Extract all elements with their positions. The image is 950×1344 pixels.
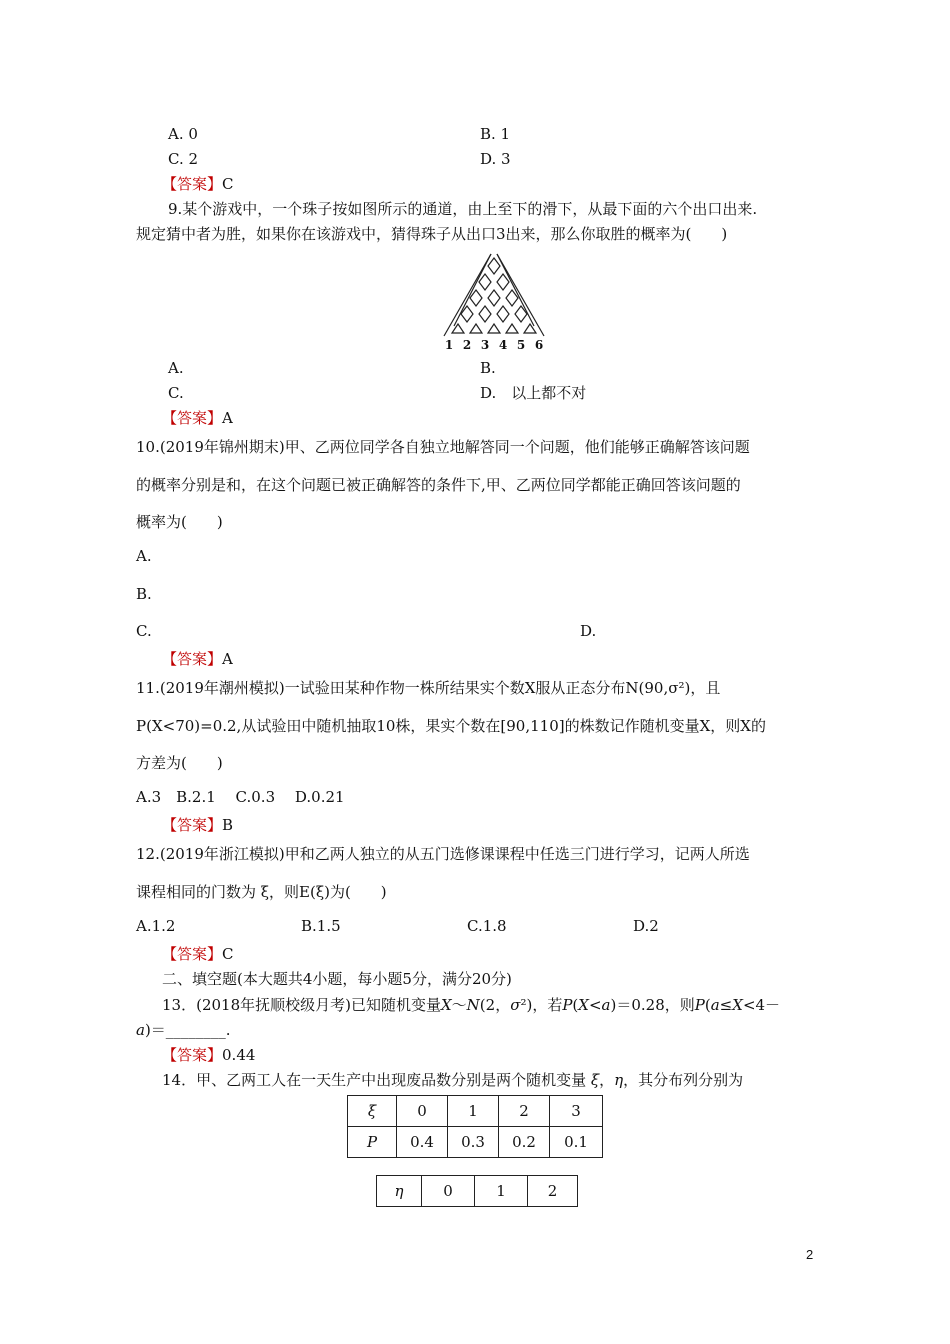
q13-var: X <box>732 996 743 1014</box>
diamond <box>488 290 500 306</box>
answer-tag: 【答案】 <box>162 650 223 668</box>
table-cell: 0.1 <box>550 1127 603 1158</box>
diamond-row-2 <box>479 274 509 290</box>
q14-var: ξ <box>590 1071 600 1089</box>
q12-option-c: C.1.8 <box>467 917 507 935</box>
q13-var: a <box>601 996 611 1014</box>
q13-text: )＝________. <box>144 1021 231 1039</box>
answer-value: 0.44 <box>222 1046 256 1064</box>
q9-option-d: D. 以上都不对 <box>480 384 587 402</box>
q10-option-a: A. <box>136 547 152 565</box>
distribution-table-eta <box>376 1175 578 1207</box>
table-row <box>348 1127 603 1158</box>
q11-stem-line2: P(X<70)=0.2,从试验田中随机抽取10株，果实个数在[90,110]的株数记作随机变量X，则X的 <box>136 717 766 735</box>
channel-right-wall <box>497 254 544 336</box>
table-cell: 3 <box>550 1096 603 1127</box>
q13-var: X <box>578 996 589 1014</box>
q9-stem-line1: 9.某个游戏中，一个珠子按如图所示的通道，由上至下的滑下，从最下面的六个出口出来. <box>168 200 758 218</box>
q12-stem-line1: 12.(2019年浙江模拟)甲和乙两人独立的从五门选修课课程中任选三门进行学习，记两人所选 <box>136 845 750 863</box>
q11-answer <box>162 815 233 835</box>
exit-label-3: 3 <box>480 338 490 352</box>
diamond-row-3 <box>470 290 518 306</box>
triangle <box>470 324 482 333</box>
q8-option-a: A. 0 <box>168 125 198 143</box>
answer-tag: 【答案】 <box>162 175 223 193</box>
table-cell: η <box>377 1176 422 1207</box>
q13-stem-line2 <box>136 1020 231 1040</box>
table-cell: 0 <box>397 1096 448 1127</box>
diamond <box>488 258 500 274</box>
q13-text: 13．(2018年抚顺校级月考)已知随机变量 <box>162 996 441 1014</box>
q14-text: ， <box>599 1071 615 1089</box>
q13-var: N <box>466 996 480 1014</box>
q13-var: P <box>562 996 573 1014</box>
q10-option-d: D. <box>580 622 597 640</box>
distribution-table-xi <box>347 1095 603 1158</box>
exit-label-4: 4 <box>498 338 508 352</box>
page-number: 2 <box>806 1247 814 1262</box>
q10-stem-line3: 概率为( ) <box>136 513 223 531</box>
q12-answer <box>162 944 234 964</box>
diamond <box>497 274 509 290</box>
table-cell: 0 <box>422 1176 475 1207</box>
q10-option-b: B. <box>136 585 152 603</box>
answer-value: B <box>222 816 234 834</box>
q13-text: < <box>588 996 602 1014</box>
table-row <box>348 1096 603 1127</box>
q9-stem-line2: 规定猜中者为胜，如果你在该游戏中，猜得珠子从出口3出来，那么你取胜的概率为( ) <box>136 225 728 243</box>
q13-text: <4－ <box>742 996 781 1014</box>
q9-answer <box>162 408 233 428</box>
exit-label-5: 5 <box>516 338 526 352</box>
q10-answer <box>162 649 233 669</box>
answer-value: A <box>222 409 233 427</box>
q8-option-c: C. 2 <box>168 150 199 168</box>
triangle-row <box>452 324 536 333</box>
q14-text: ，其分布列分别为 <box>623 1071 744 1089</box>
q9-option-c: C. <box>168 384 184 402</box>
q14-var: η <box>614 1071 624 1089</box>
answer-tag: 【答案】 <box>162 816 223 834</box>
table-cell: 1 <box>475 1176 528 1207</box>
q13-text: ²)，若 <box>520 996 563 1014</box>
answer-tag: 【答案】 <box>162 409 223 427</box>
table-cell: 0.3 <box>448 1127 499 1158</box>
q13-stem-line1 <box>162 995 780 1015</box>
q11-options: A.3 B.2.1 C.0.3 D.0.21 <box>136 788 345 806</box>
table-cell: 2 <box>499 1096 550 1127</box>
q13-text: ( <box>572 996 579 1014</box>
q11-stem-line1: 11.(2019年潮州模拟)一试验田某种作物一株所结果实个数X服从正态分布N(90,σ²)，且 <box>136 679 721 697</box>
q13-text: (2， <box>479 996 511 1014</box>
exit-label-6: 6 <box>534 338 544 352</box>
table-cell: 0.2 <box>499 1127 550 1158</box>
exit-label-2: 2 <box>462 338 472 352</box>
q9-option-b: B. <box>480 359 496 377</box>
table-cell: 2 <box>528 1176 578 1207</box>
channel-left-wall <box>444 254 491 336</box>
answer-value: C <box>222 175 234 193</box>
exit-label-1: 1 <box>444 338 454 352</box>
q12-option-b: B.1.5 <box>301 917 341 935</box>
answer-value: C <box>222 945 234 963</box>
diamond <box>479 274 491 290</box>
q8-answer <box>162 174 234 194</box>
q13-text: ～ <box>451 996 467 1014</box>
q14-text: 14．甲、乙两工人在一天生产中出现废品数分别是两个随机变量 <box>162 1071 587 1089</box>
q8-option-b: B. 1 <box>480 125 511 143</box>
q10-stem-line1: 10.(2019年锦州期末)甲、乙两位同学各自独立地解答同一个问题，他们能够正确解答该问题 <box>136 438 750 456</box>
q8-option-d: D. 3 <box>480 150 511 168</box>
q13-var: a <box>136 1021 145 1039</box>
q10-option-c: C. <box>136 622 152 640</box>
q13-text: )＝0.28，则 <box>610 996 695 1014</box>
answer-tag: 【答案】 <box>162 945 223 963</box>
q12-option-d: D.2 <box>633 917 659 935</box>
section-heading: 二、填空题(本大题共4小题，每小题5分，满分20分) <box>162 970 512 988</box>
q12-option-a: A.1.2 <box>136 917 176 935</box>
q14-stem <box>162 1070 743 1090</box>
table-cell: 1 <box>448 1096 499 1127</box>
table-cell: ξ <box>348 1096 397 1127</box>
q13-answer <box>162 1045 255 1065</box>
q13-var: P <box>694 996 705 1014</box>
q13-var: a <box>710 996 720 1014</box>
table-cell: P <box>348 1127 397 1158</box>
answer-tag: 【答案】 <box>162 1046 223 1064</box>
q12-stem-line2: 课程相同的门数为 ξ，则E(ξ)为( ) <box>136 883 387 901</box>
q13-text: ≤ <box>719 996 733 1014</box>
triangle <box>506 324 518 333</box>
table-row <box>377 1176 578 1207</box>
q13-var: σ <box>510 996 521 1014</box>
diamond <box>497 306 509 322</box>
diamond <box>479 306 491 322</box>
diamond-row-4 <box>461 306 527 322</box>
q9-option-a: A. <box>168 359 184 377</box>
diamond-row-1 <box>488 258 500 274</box>
q13-var: X <box>440 996 452 1014</box>
q10-stem-line2: 的概率分别是和，在这个问题已被正确解答的条件下,甲、乙两位同学都能正确回答该问题的 <box>136 476 741 494</box>
q11-stem-line3: 方差为( ) <box>136 754 223 772</box>
q13-text: ( <box>704 996 711 1014</box>
triangle <box>488 324 500 333</box>
bead-channel-figure <box>436 252 552 354</box>
table-cell: 0.4 <box>397 1127 448 1158</box>
answer-value: A <box>222 650 233 668</box>
